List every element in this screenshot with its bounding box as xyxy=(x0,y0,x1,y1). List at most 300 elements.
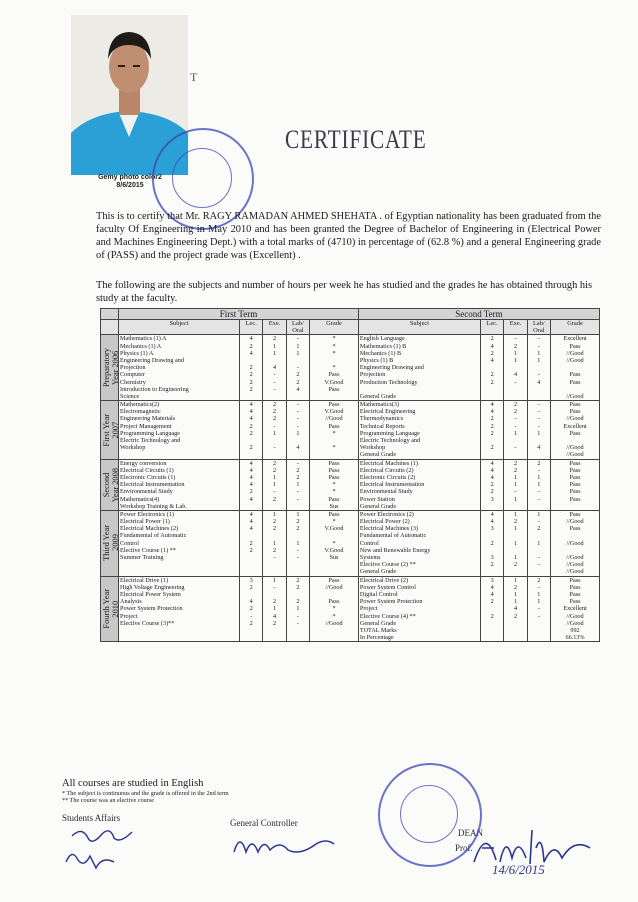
t1-grade-value: Pass xyxy=(328,495,340,503)
t1-exe-cell xyxy=(263,401,286,460)
t1-subjects-value: Mathematics(2) xyxy=(120,401,160,409)
t2-lec-value: 2 xyxy=(490,481,494,489)
t2-lec-value: 3 xyxy=(490,525,494,533)
t2-exe-cell xyxy=(504,576,527,642)
t2-subjects-value: Project xyxy=(359,605,378,613)
t1-lab-value xyxy=(288,634,308,641)
t2-subjects-value: Control xyxy=(359,539,379,547)
t1-lab-value: - xyxy=(296,335,299,343)
t2-exe-header: Exe. xyxy=(504,320,527,335)
t1-exe-cell xyxy=(263,576,286,642)
t1-lab-value: - xyxy=(296,415,299,423)
t2-grade-value: Pass xyxy=(569,429,581,437)
t1-lec-value: 2 xyxy=(249,422,253,430)
t1-lab-value: - xyxy=(296,554,299,562)
t2-subjects-value: Mechanics (1) B xyxy=(359,349,402,357)
t1-lab-value: 1 xyxy=(296,481,300,489)
t2-exe-value: 1 xyxy=(513,356,518,364)
year-label-cell xyxy=(101,401,119,460)
t2-lab-value: - xyxy=(537,561,540,569)
t1-lec-value xyxy=(241,451,261,458)
t2-lab-value: 4 xyxy=(537,378,541,386)
year-label: Second Year 2008 xyxy=(102,467,120,502)
t2-lab-value xyxy=(529,393,549,400)
t2-subjects-value: English Language xyxy=(359,335,405,343)
t2-exe-value: 1 xyxy=(513,598,518,606)
t2-grade-value: //Good xyxy=(566,349,584,357)
t1-exe-cell xyxy=(263,510,286,576)
t1-lec-cell xyxy=(240,401,263,460)
t2-grade-value: Pass xyxy=(569,576,581,584)
t2-grade-value: Pass xyxy=(569,590,581,598)
t2-lec-value: 4 xyxy=(490,459,494,467)
t2-grade-value: //Good xyxy=(566,561,584,569)
t1-subjects-value: Control xyxy=(120,539,139,547)
t2-lec-cell xyxy=(480,401,503,460)
t2-lab-value: - xyxy=(537,466,540,474)
year-row xyxy=(101,576,600,642)
t1-lec-value: 4 xyxy=(249,349,253,357)
t1-lec-value xyxy=(241,503,261,510)
t1-lec-value: 4 xyxy=(249,598,253,606)
t1-lec-value: 2 xyxy=(249,605,253,613)
t2-subjects-value: New and Renewable Energy xyxy=(359,546,431,554)
t1-exe-value: 1 xyxy=(273,473,277,481)
t2-lab-value: 1 xyxy=(537,598,541,606)
t2-subjects-value: In Percentage xyxy=(359,634,394,642)
t1-lab-value: 1 xyxy=(296,429,300,437)
t1-grade-value: Pass xyxy=(328,473,340,481)
t2-lab-value xyxy=(529,627,549,634)
t1-exe-cell xyxy=(263,335,286,401)
t2-subjects-value: Programming Language xyxy=(359,429,420,437)
t1-lec-cell xyxy=(240,576,263,642)
t2-lec-value: 2 xyxy=(490,598,494,606)
t1-subjects-cell xyxy=(119,335,240,401)
t2-lec-value xyxy=(482,532,502,539)
t1-exe-value xyxy=(264,532,284,539)
t1-lab-value xyxy=(288,627,308,634)
t2-grade-value: Pass xyxy=(569,481,581,489)
photo-caption: Gemy photo color2 8/6/2015 xyxy=(98,174,162,189)
t2-exe-value: 1 xyxy=(513,539,518,547)
t1-grade-value xyxy=(311,451,357,458)
t1-lab-value xyxy=(288,561,308,568)
t1-lab-value: 2 xyxy=(296,378,300,386)
t2-exe-value xyxy=(505,547,525,554)
t2-lec-value: 2 xyxy=(490,488,494,496)
t1-lab-value: 1 xyxy=(296,342,300,350)
t2-exe-value: - xyxy=(514,422,517,430)
t1-subjects-value: Electrical Power System xyxy=(120,590,181,598)
t2-grade-value xyxy=(552,386,598,393)
t1-grade-value: V.Good xyxy=(324,546,344,554)
t2-lec-value: 4 xyxy=(490,583,494,591)
t1-subjects-value: Workshop Training & Lab. xyxy=(120,502,187,510)
t1-lab-value: 2 xyxy=(296,518,300,526)
t1-exe-value xyxy=(264,591,284,598)
t2-lab-value: 1 xyxy=(537,590,541,598)
t2-lab-value: - xyxy=(537,495,540,503)
t2-subjects-cell xyxy=(358,576,480,642)
t1-lab-header: Lab/ Oral xyxy=(286,320,309,335)
t2-lab-value: - xyxy=(537,605,540,613)
t1-lec-value: 2 xyxy=(249,385,253,393)
t2-subjects-value: General Grade xyxy=(359,568,397,576)
t2-exe-value: 2 xyxy=(513,466,518,474)
t1-exe-value xyxy=(264,627,284,634)
t1-lec-value: 4 xyxy=(249,481,253,489)
t2-exe-value: 2 xyxy=(513,459,518,467)
t2-grade-value: //Good xyxy=(566,451,584,459)
t1-grade-value xyxy=(311,627,357,634)
t1-lec-value: 4 xyxy=(249,473,253,481)
t2-lab-value: - xyxy=(537,518,540,526)
t1-lec-cell xyxy=(240,510,263,576)
t2-subjects-value: Technical Reports xyxy=(359,422,405,430)
t2-lec-value: 2 xyxy=(490,444,494,452)
t2-lec-value: 4 xyxy=(490,408,494,416)
t2-subjects-value: Electrical Circuits (2) xyxy=(359,466,414,474)
t2-exe-cell xyxy=(504,335,527,401)
t1-lec-value: 2 xyxy=(249,364,253,372)
t2-exe-cell xyxy=(504,459,527,510)
t1-lab-value: 1 xyxy=(296,510,300,518)
t1-grade-value: Pass xyxy=(328,401,340,409)
t1-lec-value: 2 xyxy=(249,429,253,437)
t1-exe-value: 2 xyxy=(273,495,277,503)
t1-subjects-value: Introduction to Engineering xyxy=(120,385,189,393)
t1-lab-value: - xyxy=(296,459,299,467)
t1-subjects-value xyxy=(120,451,238,458)
t2-subjects-cell xyxy=(358,401,480,460)
t2-subjects-value: Mathematics(3) xyxy=(359,401,400,409)
t1-exe-value xyxy=(264,357,284,364)
t2-grade-value: //Good xyxy=(566,444,584,452)
t2-grade-value xyxy=(552,364,598,371)
t2-lab-value: - xyxy=(537,583,540,591)
t2-lec-value: 2 xyxy=(490,349,494,357)
year-label-cell xyxy=(101,459,119,510)
t1-grade-value: V.Good xyxy=(324,378,344,386)
t2-grade-value: //Good xyxy=(566,612,584,620)
t1-exe-value xyxy=(264,393,284,400)
t2-exe-value xyxy=(505,634,525,641)
t2-lab-value: 1 xyxy=(537,539,541,547)
t1-subjects-value: Electronic Circuits (1) xyxy=(120,473,176,481)
t1-lab-cell xyxy=(286,510,309,576)
year-label: Third Year 2009 xyxy=(102,525,120,562)
t1-exe-value: 1 xyxy=(273,349,277,357)
t2-grade-value: //Good xyxy=(566,619,584,627)
t1-grade-cell xyxy=(310,510,359,576)
t1-grade-value xyxy=(311,357,357,364)
t1-grade-value xyxy=(311,591,357,598)
t1-lab-value: 4 xyxy=(296,444,300,452)
t1-grade-value xyxy=(311,532,357,539)
t1-subjects-value: Electrical Circuits (1) xyxy=(120,466,174,474)
t2-lab-value: 2 xyxy=(537,525,541,533)
t2-lab-value: 1 xyxy=(537,473,541,481)
t1-lab-value: - xyxy=(296,546,299,554)
t2-lab-value: - xyxy=(537,422,540,430)
t1-exe-value: 1 xyxy=(273,539,277,547)
t2-grade-value: Pass xyxy=(569,488,581,496)
t2-grade-value: Pass xyxy=(569,378,581,386)
t2-grade-value: //Good xyxy=(566,568,584,576)
year-label: Fourth Year 2010 xyxy=(102,589,120,629)
t2-exe-value xyxy=(505,568,525,575)
t1-subjects-cell xyxy=(119,510,240,576)
t2-subjects-value: Electrical Power (2) xyxy=(359,518,410,526)
t1-subjects-value: Electrical Drive (1) xyxy=(120,576,169,584)
t2-subjects-value: General Grade xyxy=(359,451,397,459)
t1-subjects-value: Summer Training xyxy=(120,554,164,562)
t1-lab-value xyxy=(288,591,308,598)
t2-lab-value: 4 xyxy=(537,444,541,452)
t2-subjects-value: Digital Control xyxy=(359,590,398,598)
t2-grade-value xyxy=(552,437,598,444)
t1-subjects-value: Elective Course (3)** xyxy=(120,619,175,627)
t2-lec-value xyxy=(482,503,502,510)
t1-exe-value xyxy=(264,503,284,510)
t2-lab-value: - xyxy=(537,488,540,496)
t2-lec-cell xyxy=(480,510,503,576)
t2-lec-value: 2 xyxy=(490,378,494,386)
t1-lec-value: 2 xyxy=(249,342,253,350)
t2-subjects-value: Electrical Drive (2) xyxy=(359,576,409,584)
t2-exe-value xyxy=(505,437,525,444)
t1-grade-value: * xyxy=(332,335,336,343)
t1-grade-value: V.Good xyxy=(324,525,344,533)
t2-exe-value: 1 xyxy=(513,495,518,503)
t2-lec-cell xyxy=(480,335,503,401)
t1-exe-value: 1 xyxy=(273,510,277,518)
t1-subjects-value: Electrical Machines (2) xyxy=(120,525,179,533)
t1-lab-cell xyxy=(286,335,309,401)
t1-exe-value: 1 xyxy=(273,576,277,584)
t2-subjects-value: Power Station xyxy=(359,495,395,503)
t2-exe-value: 2 xyxy=(513,408,518,416)
t2-grade-cell xyxy=(551,576,600,642)
t2-exe-value: 1 xyxy=(513,510,518,518)
t1-lec-value: 2 xyxy=(249,583,253,591)
t1-grade-value: * xyxy=(332,342,336,350)
t1-lab-value: - xyxy=(296,401,299,409)
t1-grade-value: Pass xyxy=(328,371,340,379)
t1-grade-cell xyxy=(310,401,359,460)
t1-lec-value: 4 xyxy=(249,525,253,533)
t2-subjects-value: Workshop xyxy=(359,444,386,452)
t2-lec-value: 3 xyxy=(490,554,494,562)
t2-grade-value: //Good xyxy=(566,539,584,547)
t1-lab-value: 2 xyxy=(296,466,300,474)
t2-lab-value xyxy=(529,503,549,510)
year-row xyxy=(101,335,600,401)
t2-lec-value xyxy=(482,620,502,627)
t1-lab-value: 4 xyxy=(296,385,300,393)
t2-grade-value: Pass xyxy=(569,510,581,518)
column-header-row xyxy=(101,320,600,335)
year-row xyxy=(101,459,600,510)
t1-lec-value: - xyxy=(250,612,253,620)
year-row xyxy=(101,401,600,460)
t2-subjects-cell xyxy=(358,510,480,576)
t1-grade-value: Pass xyxy=(328,459,340,467)
t1-subjects-value: Electric Technology and xyxy=(120,437,181,445)
t1-subjects-value: Projection xyxy=(120,364,146,372)
t2-subjects-value: Electrical Engineering xyxy=(359,408,416,416)
t1-subjects-value: Physics (1) A xyxy=(120,349,154,357)
t2-grade-header: Grade xyxy=(551,320,600,335)
t1-exe-value: 2 xyxy=(273,415,277,423)
t1-subjects-value: Electrical Instrumentation xyxy=(120,481,185,489)
t2-subjects-value: General Grade xyxy=(359,392,397,400)
t1-lec-value xyxy=(241,532,261,539)
t2-lab-value: - xyxy=(537,342,540,350)
t1-grade-value: Sus xyxy=(329,502,339,510)
t1-grade-cell xyxy=(310,335,359,401)
t2-lab-value: - xyxy=(537,408,540,416)
t1-subjects-cell xyxy=(119,401,240,460)
t2-exe-cell xyxy=(504,510,527,576)
t2-lec-value xyxy=(482,627,502,634)
t2-subjects-value: Electrical Machines (1) xyxy=(359,459,418,467)
t1-grade-value: * xyxy=(332,488,336,496)
t2-lab-cell xyxy=(527,576,550,642)
t2-grade-value xyxy=(552,532,598,539)
t2-exe-value xyxy=(505,627,525,634)
t2-lab-value xyxy=(529,364,549,371)
t2-subjects-cell xyxy=(358,335,480,401)
t1-subjects-value: Electrical Power (1) xyxy=(120,518,170,526)
t1-exe-value xyxy=(264,451,284,458)
t2-lec-value: 4 xyxy=(490,356,494,364)
controller-signature-icon xyxy=(230,826,340,864)
t2-grade-value: //Good xyxy=(566,356,584,364)
t1-exe-value: 2 xyxy=(273,459,277,467)
t2-exe-value: 4 xyxy=(513,605,518,613)
t2-grade-value: //Good xyxy=(566,415,584,423)
t1-subjects-value xyxy=(120,634,238,641)
t2-subjects-value: Power System Control xyxy=(359,583,416,591)
t1-exe-value: 2 xyxy=(273,401,277,409)
t2-subjects-value: Projection xyxy=(359,371,386,379)
t2-lec-cell xyxy=(480,576,503,642)
t1-grade-value: * xyxy=(332,429,336,437)
t2-subjects-cell xyxy=(358,459,480,510)
t2-subjects-value xyxy=(360,386,479,393)
t1-exe-value: - xyxy=(273,371,276,379)
t2-grade-value: //Good xyxy=(566,392,584,400)
t2-lab-value: 1 xyxy=(537,356,541,364)
t2-subjects-value: Systems xyxy=(359,554,381,562)
t1-subjects-value: Power System Protection xyxy=(120,605,183,613)
t2-lec-value: 2 xyxy=(490,415,494,423)
t1-lec-value: 4 xyxy=(249,335,253,343)
t2-subjects-value: Mathematics (1) B xyxy=(359,342,407,350)
t2-grade-value: //Good xyxy=(566,518,584,526)
t2-lec-value: 4 xyxy=(490,590,494,598)
t2-grade-value xyxy=(552,503,598,510)
subjects-paragraph: The following are the subjects and number of hours per week he has studied and the grades he has obtained through his study at the faculty. xyxy=(96,280,593,304)
t1-subjects-value: Power Electronics (1) xyxy=(120,510,174,518)
year-label: Preparatory Year 2006 xyxy=(102,348,120,388)
t2-subjects-value: Electrical Instrumentation xyxy=(359,481,425,489)
t1-lec-value xyxy=(241,561,261,568)
t2-exe-value: 1 xyxy=(513,481,518,489)
t1-exe-value: 1 xyxy=(273,605,277,613)
t1-subjects-value: Environmental Study xyxy=(120,488,173,496)
t1-subject-header: Subject xyxy=(119,320,240,335)
t2-lec-value xyxy=(482,568,502,575)
t1-lab-value: - xyxy=(296,364,299,372)
t2-lec-value xyxy=(482,386,502,393)
affairs-signature-icon xyxy=(62,824,152,874)
t1-exe-value: - xyxy=(273,422,276,430)
t2-lec-value: 2 xyxy=(490,429,494,437)
t2-lab-value: - xyxy=(537,371,540,379)
t1-lab-value: 1 xyxy=(296,349,300,357)
t2-lab-value: - xyxy=(537,335,540,343)
t1-exe-value: - xyxy=(273,488,276,496)
t2-lab-value xyxy=(529,451,549,458)
t1-grade-cell xyxy=(310,459,359,510)
t2-lec-value xyxy=(482,364,502,371)
t1-exe-value: - xyxy=(273,378,276,386)
t1-grade-value: Pass xyxy=(328,466,340,474)
t1-subjects-value: Electromagnetic xyxy=(120,408,161,416)
t1-lec-value xyxy=(241,357,261,364)
t2-subjects-value: Power Electronics (2) xyxy=(359,510,414,518)
t2-exe-value: 2 xyxy=(513,401,518,409)
t1-subjects-value xyxy=(120,627,238,634)
t1-lec-cell xyxy=(240,459,263,510)
t2-lec-header: Lec. xyxy=(480,320,503,335)
t1-grade-header: Grade xyxy=(310,320,359,335)
t1-subjects-value: Analysis xyxy=(120,598,142,606)
t1-lec-value xyxy=(241,393,261,400)
t2-lec-value: 4 xyxy=(490,510,494,518)
t1-lec-value: 3 xyxy=(249,576,253,584)
t1-subjects-value xyxy=(120,561,238,568)
t1-grade-value: Pass xyxy=(328,422,340,430)
t2-lab-cell xyxy=(527,335,550,401)
year-row xyxy=(101,510,600,576)
t1-lec-value: 4 xyxy=(249,401,253,409)
t2-subjects-value: Electric Technology and xyxy=(359,437,421,445)
t2-lec-value xyxy=(482,547,502,554)
t1-exe-value xyxy=(264,561,284,568)
t1-subjects-cell xyxy=(119,459,240,510)
t2-lec-value: 2 xyxy=(490,561,494,569)
t2-grade-cell xyxy=(551,510,600,576)
t2-subjects-value: Production Technology xyxy=(359,378,418,386)
t2-exe-value xyxy=(505,364,525,371)
t1-exe-value: - xyxy=(273,554,276,562)
t2-grade-value: Pass xyxy=(569,473,581,481)
t1-exe-value: 4 xyxy=(273,612,277,620)
first-term-header: First Term xyxy=(119,309,359,320)
t2-lec-value xyxy=(482,451,502,458)
t1-exe-cell xyxy=(263,459,286,510)
t1-exe-value: - xyxy=(273,583,276,591)
t1-lab-value: - xyxy=(296,408,299,416)
grades-table xyxy=(100,308,600,642)
t2-lec-value: 2 xyxy=(490,422,494,430)
t2-lab-cell xyxy=(527,459,550,510)
t1-subjects-value: High Voltage Engineering xyxy=(120,583,185,591)
